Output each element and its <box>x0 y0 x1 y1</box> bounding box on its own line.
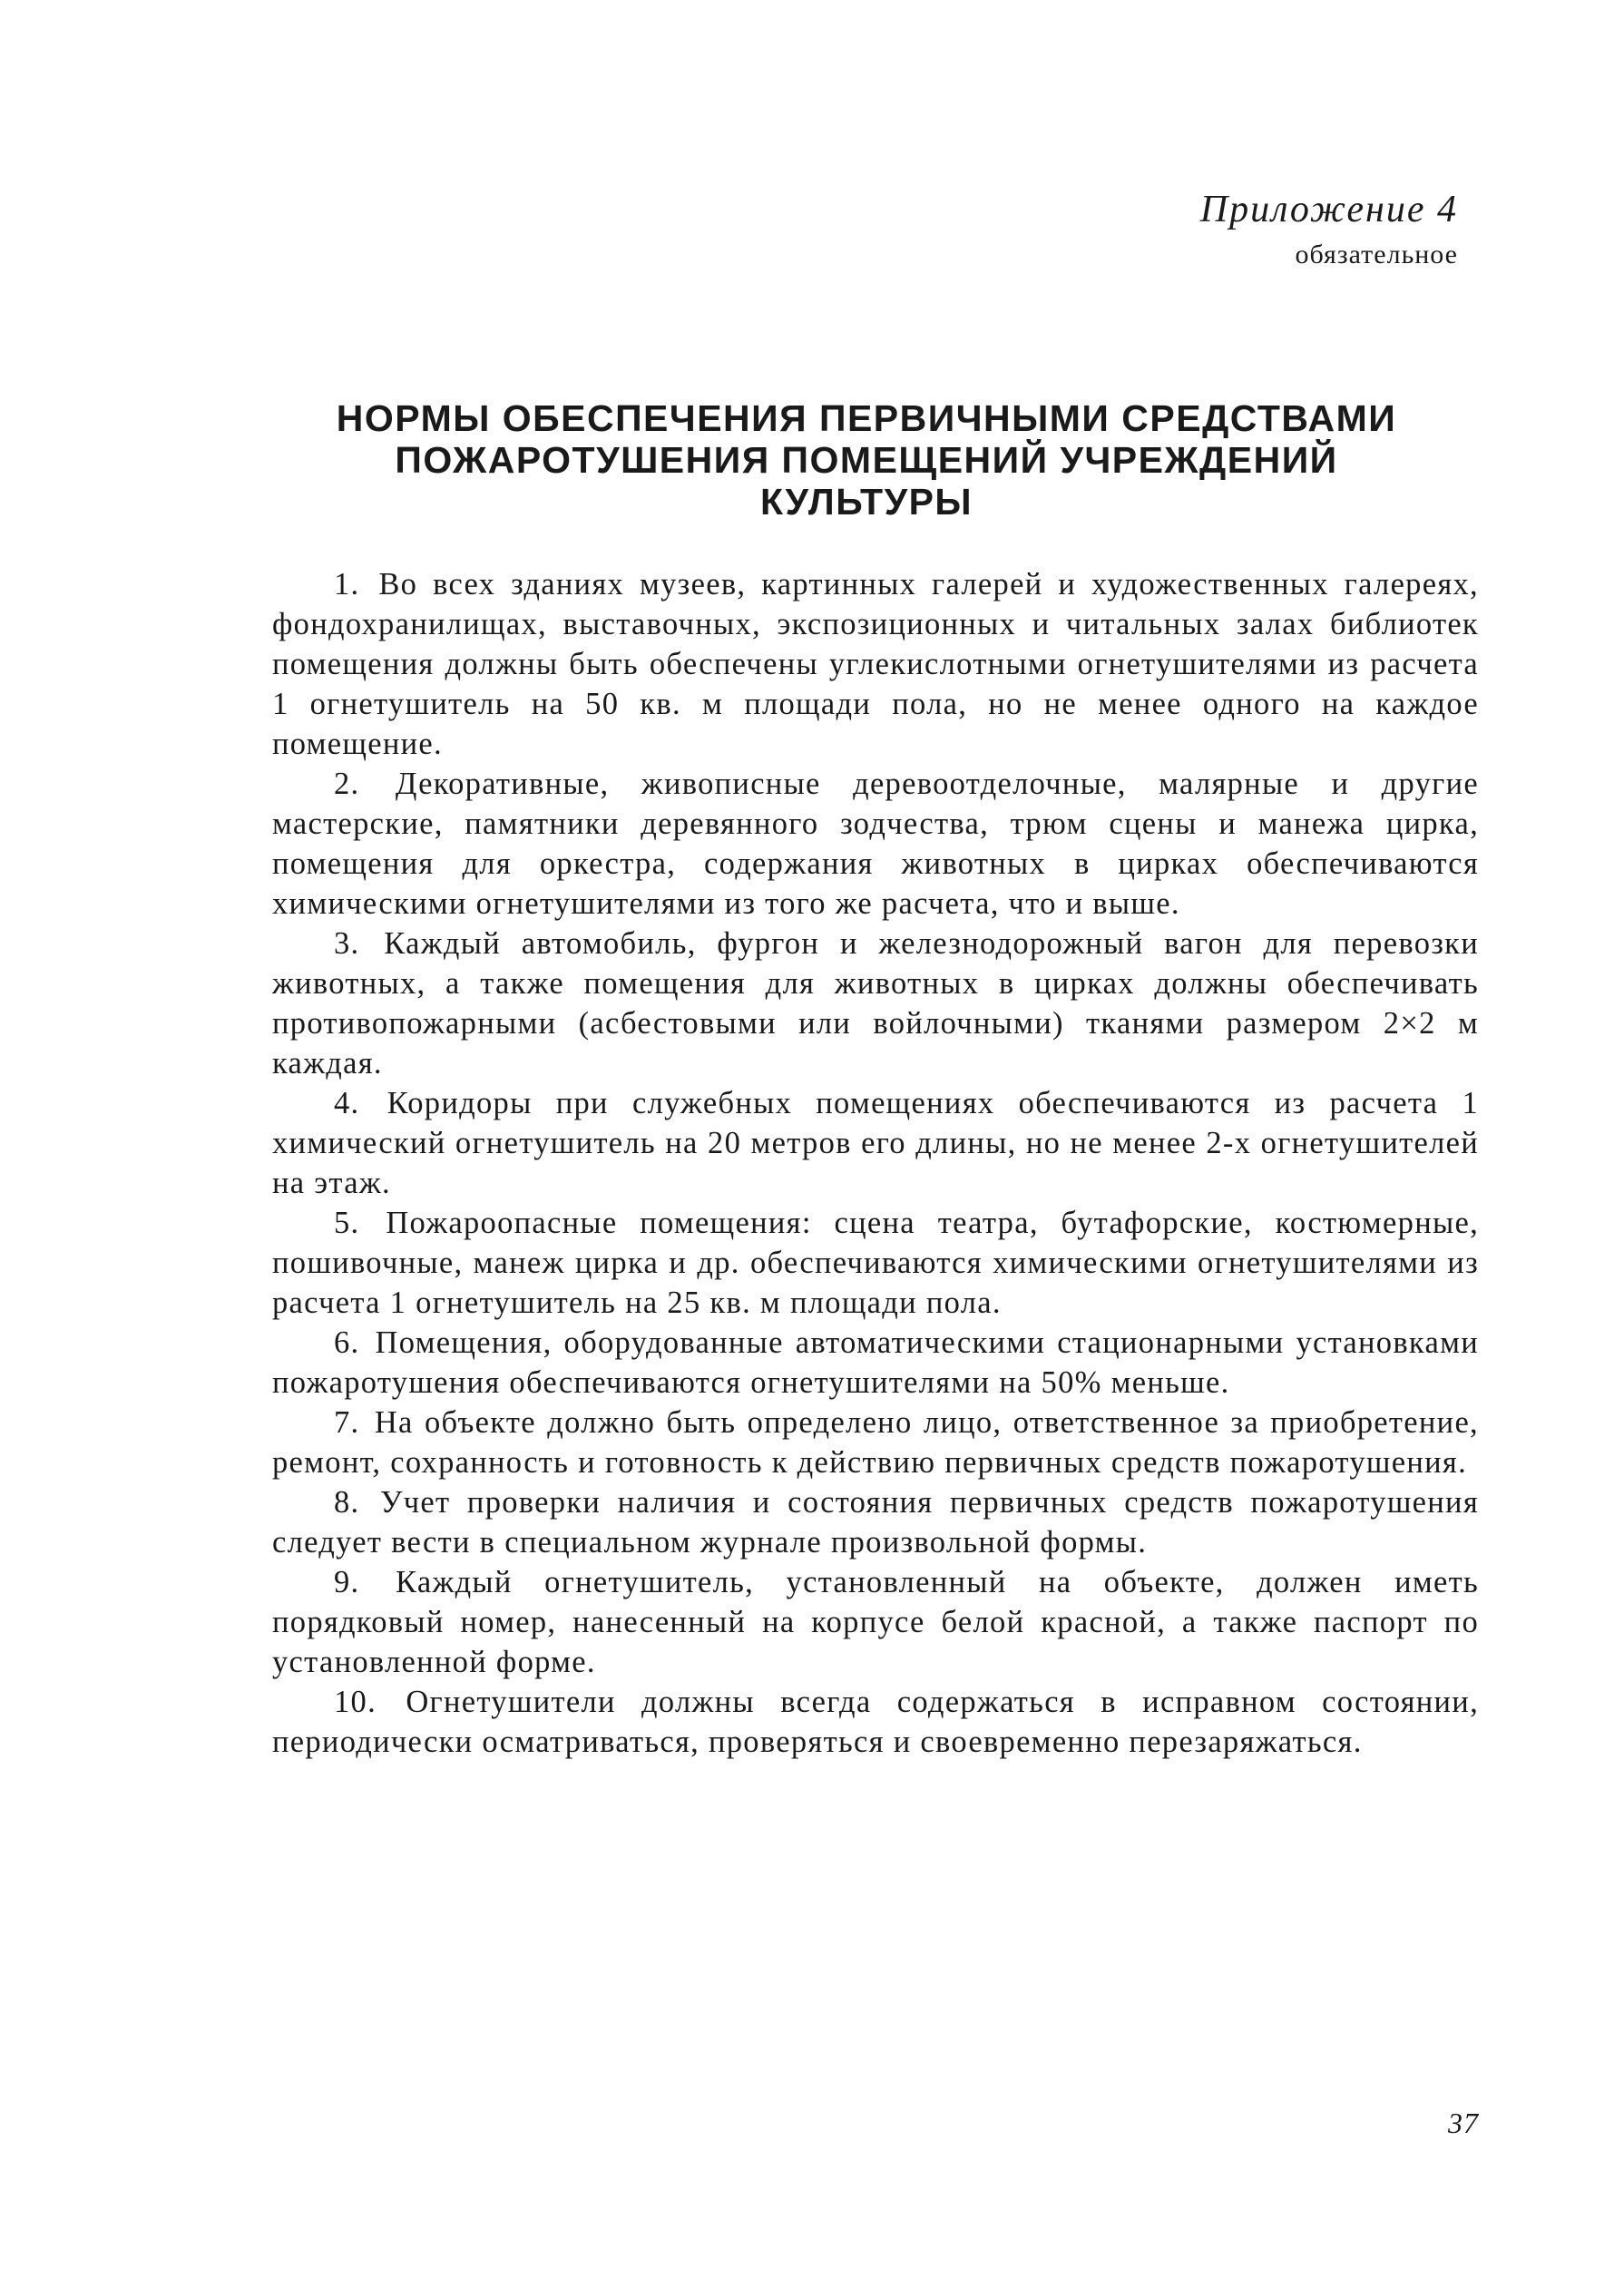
paragraph-text: Пожароопасные помещения: сцена театра, бутафорские, костюмерные, пошивочные, манеж цирка и др. обеспечиваются химическими огнетушителями из расчета 1 огнетушитель на 25 кв. м площади пола. <box>272 1206 1479 1320</box>
appendix-note: обязательное <box>1295 240 1458 269</box>
paragraph-3 <box>272 924 1479 1083</box>
paragraph-number: 4. <box>334 1086 360 1120</box>
title-line: ПОЖАРОТУШЕНИЯ ПОМЕЩЕНИЙ УЧРЕЖДЕНИЙ <box>395 439 1338 481</box>
paragraph-text: Декоративные, живописные деревоотделочные, малярные и другие мастерские, памятники деревянного зодчества, трюм сцены и манежа цирка, помещения для оркестра, содержания животных в цирках обеспечиваются химическими огнетушителями из того же расчета, что и выше. <box>272 767 1479 921</box>
paragraph-text: Во всех зданиях музеев, картинных галерей и художественных галереях, фондохранилищах, выставочных, экспозиционных и читальных залах библиотек помещения должны быть обеспечены углекислотными огнетушителями из расчета 1 огнетушитель на 50 кв. м площади пола, но не менее одного на каждое помещение. <box>272 567 1479 761</box>
paragraph-2 <box>272 764 1479 924</box>
paragraph-number: 5. <box>334 1206 360 1240</box>
paragraph-9 <box>272 1562 1479 1682</box>
appendix-header <box>1200 186 1458 273</box>
paragraph-number: 1. <box>334 567 360 601</box>
paragraph-4 <box>272 1083 1479 1203</box>
paragraph-6 <box>272 1323 1479 1403</box>
paragraph-text: Огнетушители должны всегда содержаться в исправном состоянии, периодически осматриваться, проверяться и своевременно перезаряжаться. <box>272 1685 1479 1759</box>
paragraph-text: На объекте должно быть определено лицо, ответственное за приобретение, ремонт, сохранность и готовность к действию первичных средств пожаротушения. <box>272 1405 1479 1480</box>
paragraph-number: 6. <box>334 1325 360 1360</box>
page-number: 37 <box>1448 2107 1479 2139</box>
paragraph-1 <box>272 564 1479 764</box>
paragraph-text: Каждый огнетушитель, установленный на объекте, должен иметь порядковый номер, нанесенный на корпусе белой красной, а также паспорт по установленной форме. <box>272 1565 1479 1679</box>
paragraph-number: 3. <box>334 926 360 961</box>
document-body <box>272 564 1479 1762</box>
paragraph-number: 10. <box>334 1685 377 1719</box>
paragraph-number: 9. <box>334 1565 360 1599</box>
paragraph-8 <box>272 1482 1479 1562</box>
paragraph-text: Учет проверки наличия и состояния первичных средств пожаротушения следует вести в специальном журнале произвольной формы. <box>272 1485 1479 1560</box>
paragraph-number: 7. <box>334 1405 360 1440</box>
paragraph-number: 8. <box>334 1485 360 1520</box>
title-line: КУЛЬТУРЫ <box>759 481 973 523</box>
title-line: НОРМЫ ОБЕСПЕЧЕНИЯ ПЕРВИЧНЫМИ СРЕДСТВАМИ <box>336 397 1397 439</box>
paragraph-text: Каждый автомобиль, фургон и железнодорожный вагон для перевозки животных, а также помещения для животных в цирках должны обеспечивать противопожарными (асбестовыми или войлочными) тканями размером 2×2 м каждая. <box>272 926 1479 1080</box>
paragraph-text: Помещения, оборудованные автоматическими стационарными установками пожаротушения обеспечиваются огнетушителями на 50% меньше. <box>272 1325 1479 1400</box>
paragraph-text: Коридоры при служебных помещениях обеспечиваются из расчета 1 химический огнетушитель на 20 метров его длины, но не менее 2-х огнетушителей на этаж. <box>272 1086 1479 1200</box>
appendix-label: Приложение 4 <box>1199 189 1458 230</box>
paragraph-10 <box>272 1682 1479 1762</box>
paragraph-number: 2. <box>334 767 360 801</box>
paragraph-7 <box>272 1403 1479 1482</box>
paragraph-5 <box>272 1203 1479 1323</box>
document-title <box>272 397 1461 523</box>
